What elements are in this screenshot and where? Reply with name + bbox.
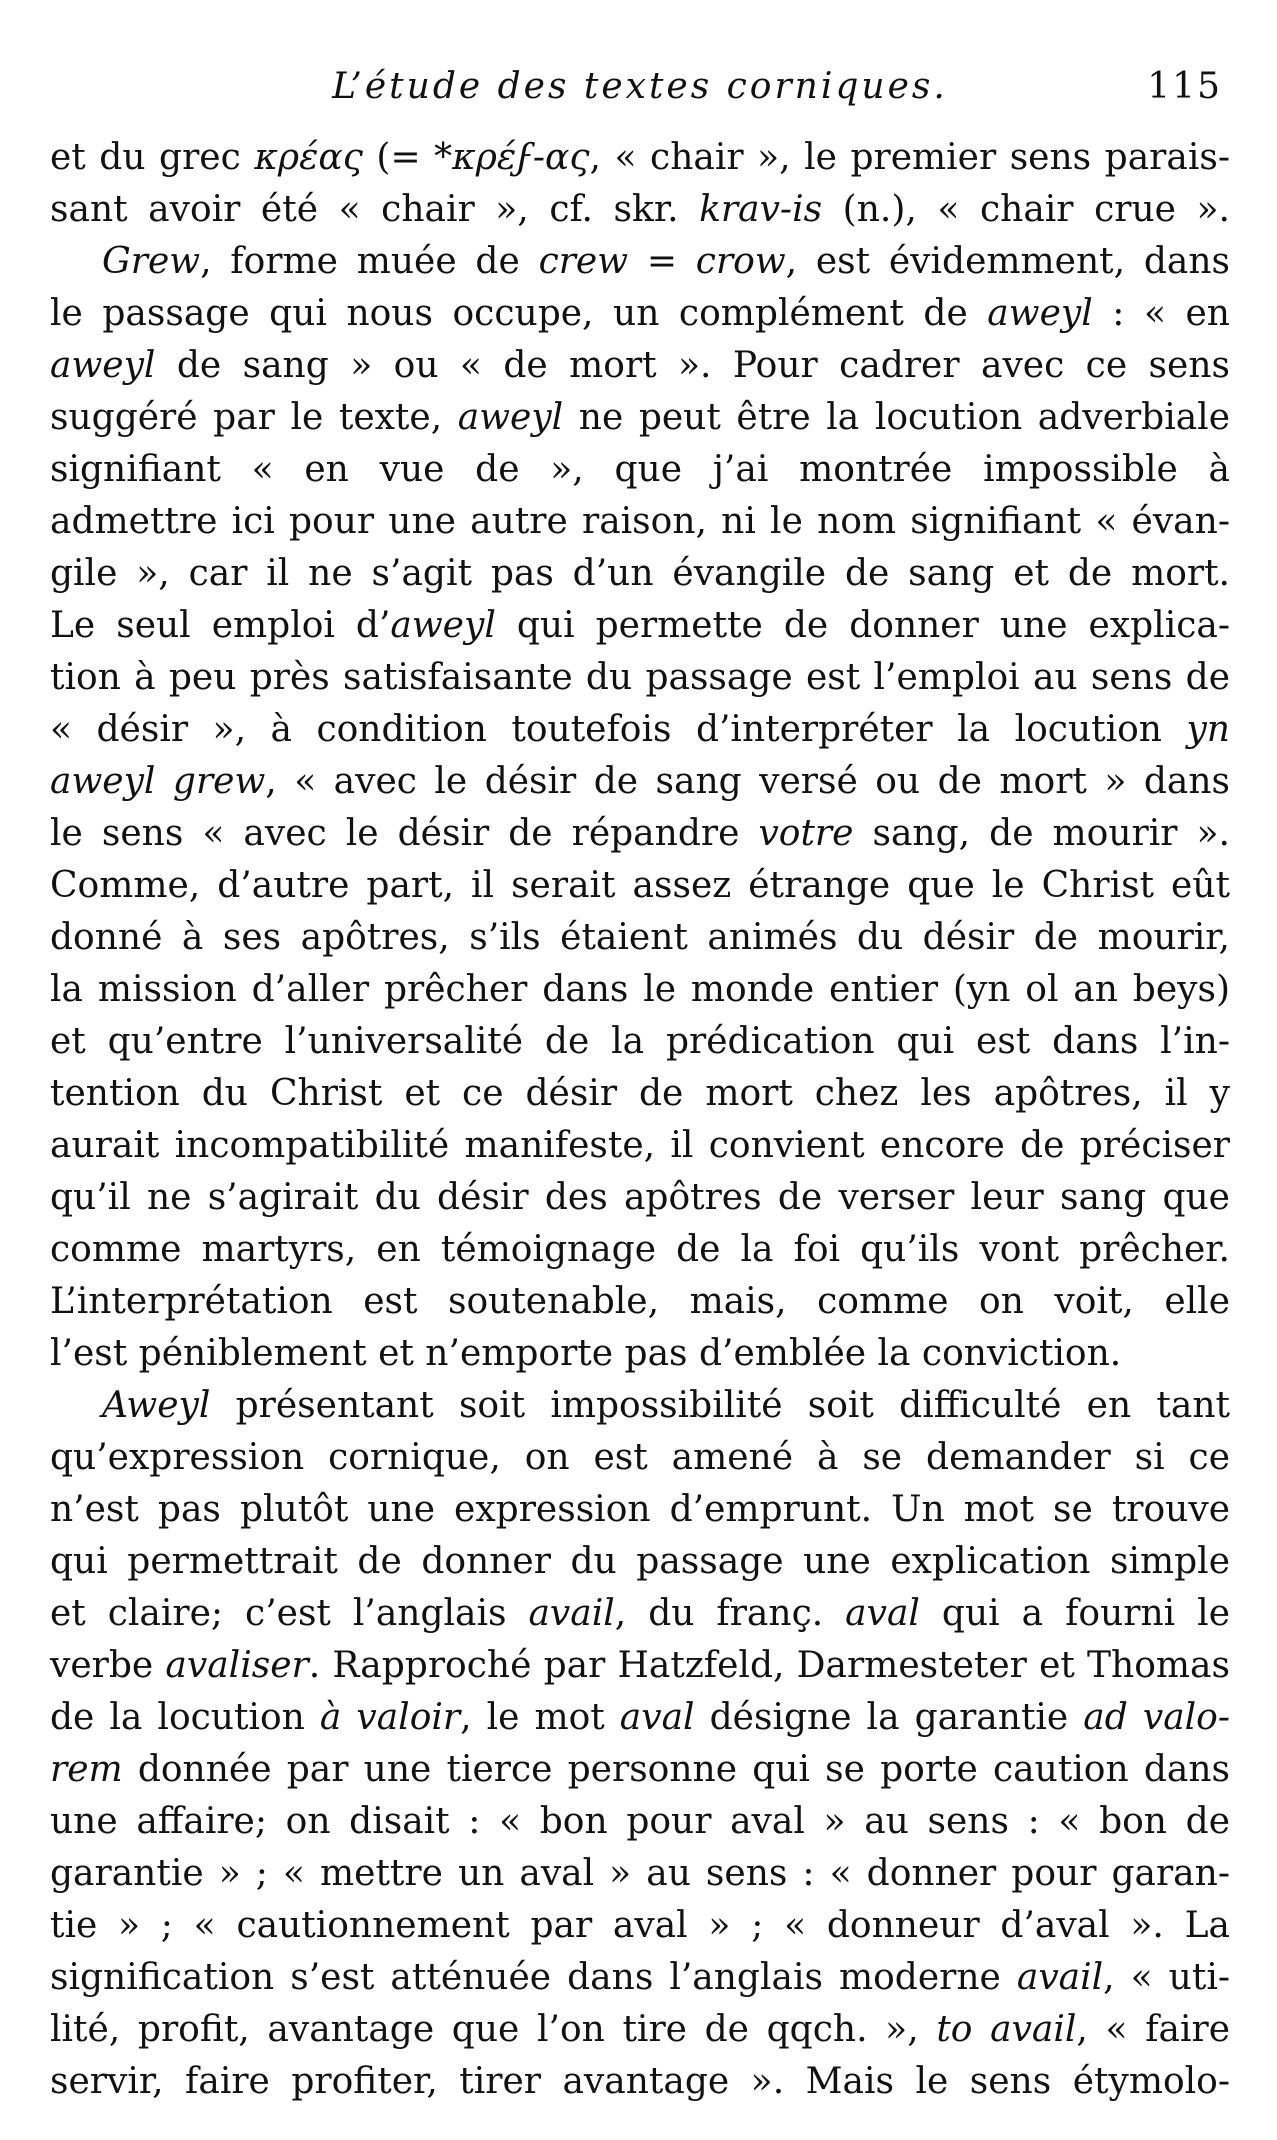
italic-segment: krav-is (699, 189, 823, 230)
italic-segment: yn (1186, 709, 1230, 750)
text-line (50, 1328, 1230, 1380)
italic-segment: votre (758, 813, 854, 854)
text-segment: verbe (50, 1645, 166, 1686)
text-segment: admettre ici pour une autre raison, ni le nom signifiant « évan- (50, 501, 1230, 542)
text-line (50, 236, 1230, 288)
text-line (50, 1432, 1230, 1484)
text-line (50, 1224, 1230, 1276)
italic-segment: Aweyl (102, 1385, 211, 1426)
running-title: L’étude des textes corniques. (332, 66, 948, 107)
text-segment: = (628, 241, 696, 282)
text-line (50, 184, 1230, 236)
italic-segment: ad valo- (1083, 1697, 1231, 1738)
text-segment: servir, faire profiter, tirer avantage ». Mais le sens étymolo- (50, 2061, 1230, 2102)
text-line (50, 1692, 1230, 1744)
text-segment: de la locution (50, 1697, 320, 1738)
italic-segment: avail (528, 1593, 615, 1634)
italic-segment: to avail (936, 2009, 1077, 2050)
text-line (50, 600, 1230, 652)
italic-segment: avaliser (165, 1645, 309, 1686)
text-segment: tion à peu près satisfaisante du passage est l’emploi au sens de (50, 657, 1230, 698)
page-header (50, 66, 1230, 116)
text-segment: L’interprétation est soutenable, mais, comme on voit, elle (50, 1281, 1230, 1322)
text-segment: n’est pas plutôt une expression d’emprunt. Un mot se trouve (50, 1489, 1230, 1530)
italic-segment: Grew (102, 241, 201, 282)
text-segment: , « uti- (1103, 1957, 1231, 1998)
text-line (50, 1120, 1230, 1172)
text-segment: , est évidemment, dans (785, 241, 1230, 282)
text-line (50, 1952, 1230, 2004)
text-line (50, 1640, 1230, 1692)
italic-segment: crew (538, 241, 629, 282)
italic-segment: κρέας (254, 137, 363, 178)
text-segment: signifiant « en vue de », que j’ai montrée impossible à (50, 449, 1230, 490)
page-number: 115 (1147, 66, 1222, 107)
text-segment: . Rapproché par Hatzfeld, Darmesteter et Thomas (308, 1645, 1230, 1686)
italic-segment: aweyl (390, 605, 496, 646)
text-segment: Le seul emploi d’ (50, 605, 391, 646)
text-line (50, 1536, 1230, 1588)
text-segment: , le mot (460, 1697, 620, 1738)
text-line (50, 1276, 1230, 1328)
text-line (50, 912, 1230, 964)
text-segment: qui permettrait de donner du passage une explication simple (50, 1541, 1230, 1582)
italic-segment: avail (1016, 1957, 1104, 1998)
text-segment: qu’il ne s’agirait du désir des apôtres de verser leur sang que (50, 1177, 1230, 1218)
text-segment: « désir », à condition toutefois d’interpréter la locution (50, 709, 1187, 750)
text-line (50, 704, 1230, 756)
text-segment: de sang » ou « de mort ». Pour cadrer avec ce sens (155, 345, 1230, 386)
text-segment: et qu’entre l’universalité de la prédication qui est dans l’in- (50, 1021, 1230, 1062)
text-segment: comme martyrs, en témoignage de la foi qu’ils vont prêcher. (50, 1229, 1230, 1270)
text-segment: qui a fourni le (919, 1593, 1230, 1634)
text-segment: la mission d’aller prêcher dans le monde entier (yn ol an beys) (50, 969, 1230, 1010)
text-segment: qu’expression cornique, on est amené à se demander si ce (50, 1437, 1230, 1478)
text-segment: lité, profit, avantage que l’on tire de qqch. », (50, 2009, 937, 2050)
text-line (50, 392, 1230, 444)
text-segment: ne peut être la locution adverbiale (563, 397, 1230, 438)
italic-segment: aweyl (457, 397, 564, 438)
text-segment: et du grec (50, 137, 255, 178)
text-line (50, 1380, 1230, 1432)
text-segment: , forme muée de (200, 241, 539, 282)
text-segment: et claire; c’est l’anglais (50, 1593, 529, 1634)
body-text (50, 132, 1230, 2108)
text-line (50, 964, 1230, 1016)
text-segment: le passage qui nous occupe, un complément de (50, 293, 988, 334)
text-segment: (= (362, 137, 435, 178)
italic-segment: aval (845, 1593, 920, 1634)
text-segment: l’est péniblement et n’emporte pas d’emblée la conviction. (50, 1333, 1122, 1374)
text-segment: gile », car il ne s’agit pas d’un évangile de sang et de mort. (50, 553, 1230, 594)
text-segment: garantie » ; « mettre un aval » au sens : « donner pour garan- (50, 1853, 1230, 1894)
text-segment: sant avoir été « chair », cf. skr. (50, 189, 700, 230)
text-line (50, 1172, 1230, 1224)
text-segment: (n.), « chair crue ». (822, 189, 1230, 230)
text-line (50, 1796, 1230, 1848)
text-segment: sang, de mourir ». (853, 813, 1230, 854)
text-segment: une affaire; on disait : « bon pour aval » au sens : « bon de (50, 1801, 1230, 1842)
text-line (50, 288, 1230, 340)
text-segment: , « faire (1076, 2009, 1231, 2050)
text-line (50, 860, 1230, 912)
text-segment: donné à ses apôtres, s’ils étaient animés du désir de mourir, (50, 917, 1230, 958)
italic-segment: *κρέϝ-ας (434, 137, 590, 178)
italic-segment: aval (619, 1697, 695, 1738)
text-segment: signification s’est atténuée dans l’anglais moderne (50, 1957, 1017, 1998)
italic-segment: aweyl (987, 293, 1093, 334)
italic-segment: aweyl (50, 345, 156, 386)
text-line (50, 1744, 1230, 1796)
text-segment: tie » ; « cautionnement par aval » ; « donneur d’aval ». La (50, 1905, 1230, 1946)
text-segment: donnée par une tierce personne qui se porte caution dans (122, 1749, 1230, 1790)
text-segment: : « en (1092, 293, 1230, 334)
text-line (50, 1016, 1230, 1068)
text-segment: suggéré par le texte, (50, 397, 458, 438)
text-line (50, 2004, 1230, 2056)
text-line (50, 1588, 1230, 1640)
italic-segment: crow (695, 241, 786, 282)
text-line (50, 1848, 1230, 1900)
text-segment: , « chair », le premier sens parais- (589, 137, 1230, 178)
text-segment: , « avec le désir de sang versé ou de mort » dans (265, 761, 1230, 802)
text-line (50, 1900, 1230, 1952)
text-segment: désigne la garantie (694, 1697, 1084, 1738)
text-line (50, 132, 1230, 184)
text-line (50, 548, 1230, 600)
text-line (50, 496, 1230, 548)
text-line (50, 444, 1230, 496)
text-segment: qui permette de donner une explica- (495, 605, 1230, 646)
text-line (50, 1068, 1230, 1120)
text-segment: Comme, d’autre part, il serait assez étrange que le Christ eût (50, 865, 1230, 906)
italic-segment: aweyl grew (50, 761, 266, 802)
text-segment: aurait incompatibilité manifeste, il convient encore de préciser (50, 1125, 1230, 1166)
text-line (50, 756, 1230, 808)
text-segment: présentant soit impossibilité soit difficulté en tant (210, 1385, 1230, 1426)
italic-segment: rem (50, 1749, 123, 1790)
text-line (50, 808, 1230, 860)
text-line (50, 1484, 1230, 1536)
text-segment: tention du Christ et ce désir de mort chez les apôtres, il y (50, 1073, 1230, 1114)
text-line (50, 2056, 1230, 2108)
text-line (50, 652, 1230, 704)
text-segment: , du franç. (614, 1593, 846, 1634)
text-segment: le sens « avec le désir de répandre (50, 813, 759, 854)
italic-segment: à valoir (319, 1697, 461, 1738)
text-line (50, 340, 1230, 392)
